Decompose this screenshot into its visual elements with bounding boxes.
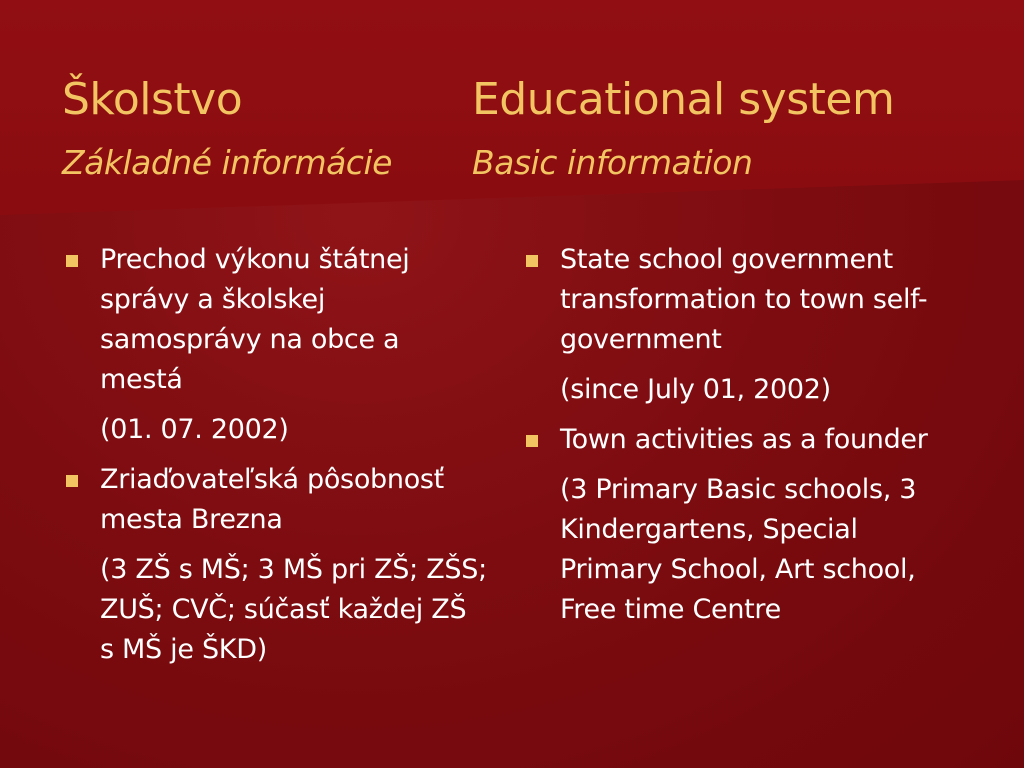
square-bullet-icon [66,255,78,267]
left-column [62,240,487,680]
list-item [522,420,962,460]
subtitle-left: Základné informácie [62,143,392,182]
bullet-text: Zriaďovateľská pôsobnosť mesta Brezna [100,464,444,535]
right-column [522,240,962,640]
square-bullet-icon [66,475,78,487]
list-item [62,460,487,540]
bullet-note: (01. 07. 2002) [100,414,289,445]
title-right: Educational system [472,74,895,125]
square-bullet-icon [526,255,538,267]
bullet-note: (3 ZŠ s MŠ; 3 MŠ pri ZŠ; ZŠS; ZUŠ; CVČ; súčasť každej ZŠ s MŠ je ŠKD) [100,554,487,665]
subtitle-right: Basic information [472,143,753,182]
bullet-note: (since July 01, 2002) [560,374,831,405]
list-item [62,240,487,400]
title-left: Školstvo [62,74,243,125]
square-bullet-icon [526,435,538,447]
bullet-text: State school government transformation to town self-government [560,244,928,355]
bullet-text: Town activities as a founder [560,424,928,455]
list-item [522,240,962,360]
bullet-text: Prechod výkonu štátnej správy a školskej samosprávy na obce a mestá [100,244,410,395]
bullet-note: (3 Primary Basic schools, 3 Kindergartens, Special Primary School, Art school, Free time Centre [560,474,917,625]
